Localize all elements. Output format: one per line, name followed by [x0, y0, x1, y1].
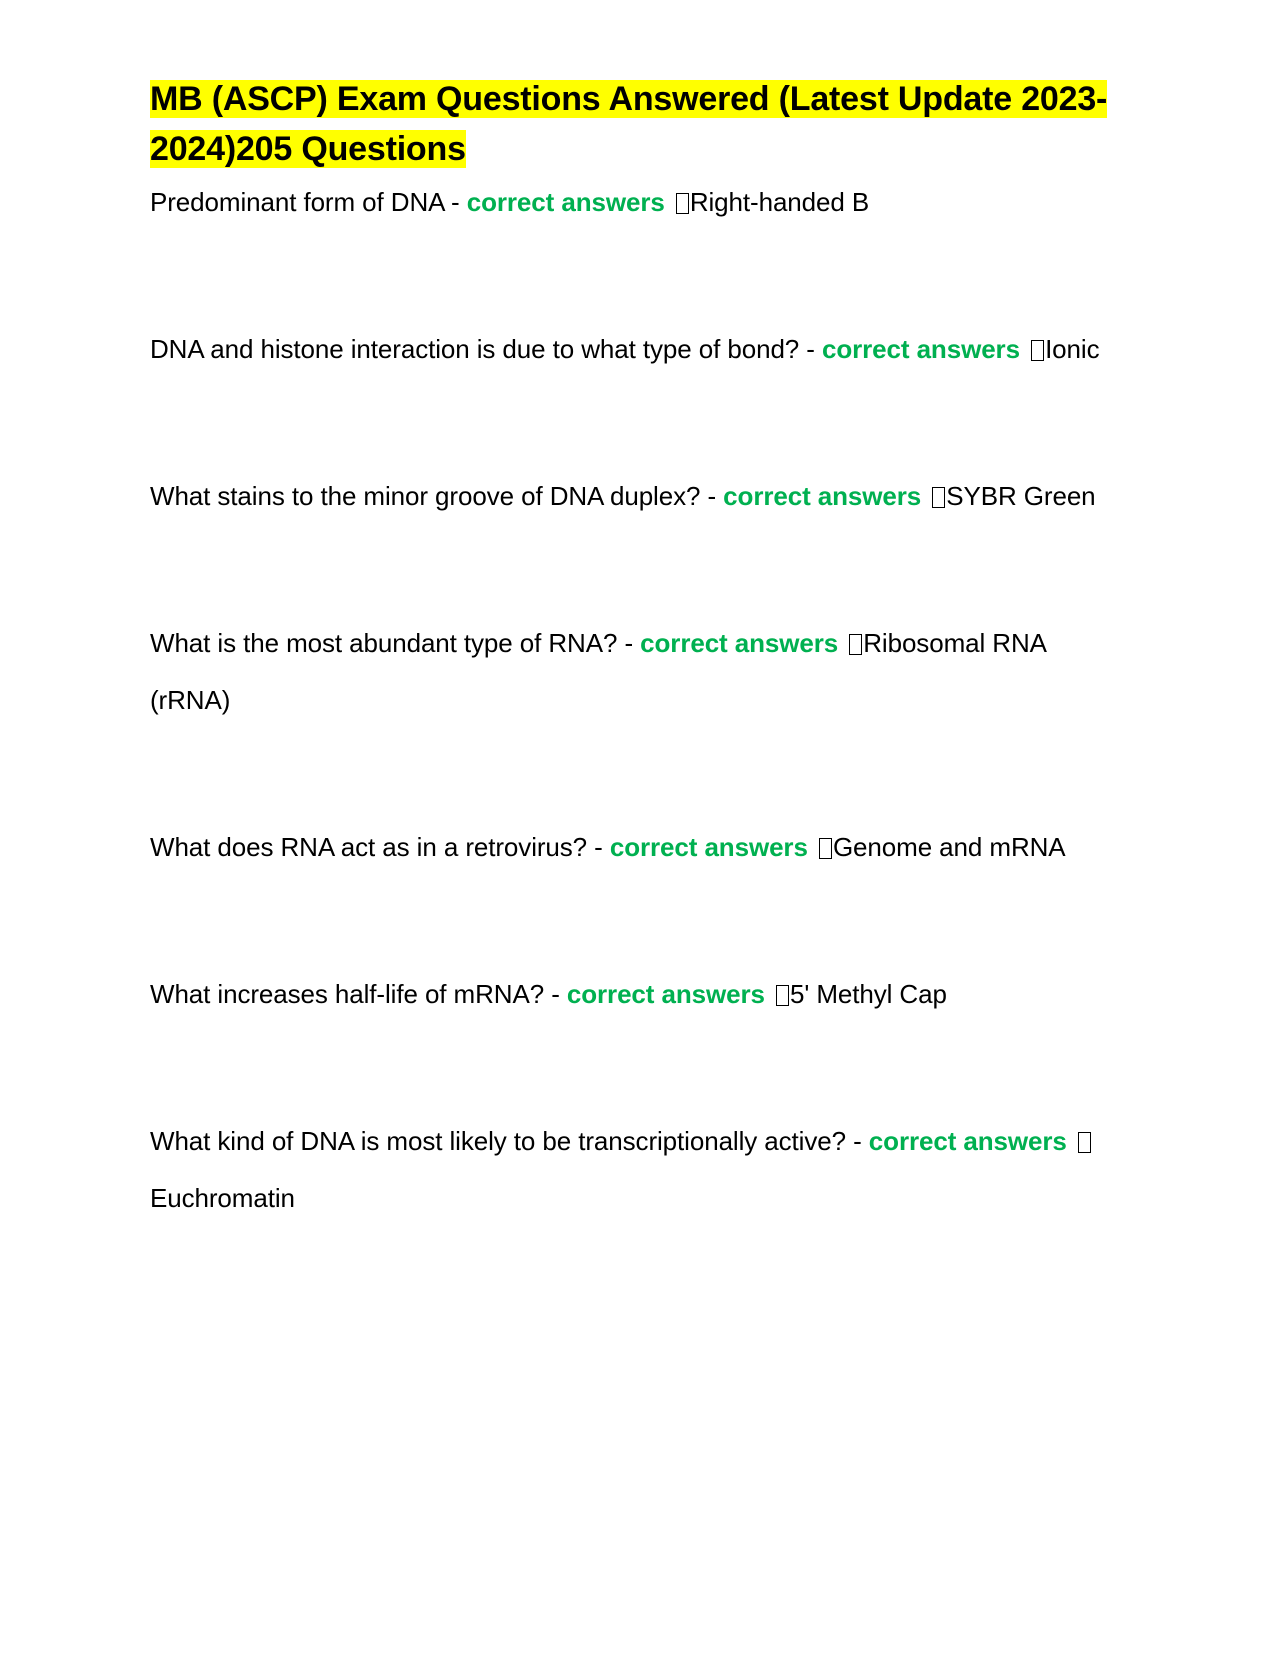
separator: - [617, 628, 641, 658]
qa-item [150, 615, 1130, 729]
question-text: What stains to the minor groove of DNA duplex? [150, 481, 701, 511]
qa-item [150, 819, 1130, 876]
question-text: Predominant form of DNA [150, 187, 444, 217]
answer-text: Ribosomal RNA (rRNA) [150, 628, 1046, 715]
question-text: What is the most abundant type of RNA? [150, 628, 618, 658]
missing-glyph-icon [849, 634, 862, 655]
answer-text: Euchromatin [150, 1183, 295, 1213]
question-text: What does RNA act as in a retrovirus? [150, 832, 588, 862]
missing-glyph-icon [932, 487, 945, 508]
qa-item [150, 1113, 1130, 1227]
missing-glyph-icon [1078, 1132, 1091, 1153]
question-text: What kind of DNA is most likely to be transcriptionally active? [150, 1126, 846, 1156]
correct-answers-label: correct answers [609, 832, 808, 862]
answer-text: Right-handed B [689, 187, 870, 217]
separator: - [544, 979, 567, 1009]
answer-text: 5' Methyl Cap [789, 979, 947, 1009]
correct-answers-label: correct answers [821, 334, 1020, 364]
question-text: DNA and histone interaction is due to what type of bond? [150, 334, 800, 364]
missing-glyph-icon [819, 838, 832, 859]
missing-glyph-icon [676, 193, 689, 214]
answer-text: Genome and mRNA [832, 832, 1066, 862]
document-title [150, 74, 1130, 174]
missing-glyph-icon [1031, 340, 1044, 361]
separator: - [443, 187, 467, 217]
document-body [150, 74, 1130, 1317]
correct-answers-label: correct answers [466, 187, 665, 217]
separator: - [700, 481, 724, 511]
qa-item [150, 321, 1130, 378]
correct-answers-label: correct answers [723, 481, 922, 511]
answer-text: Ionic [1045, 334, 1100, 364]
separator: - [587, 832, 610, 862]
separator: - [845, 1126, 869, 1156]
correct-answers-label: correct answers [566, 979, 765, 1009]
qa-item [150, 468, 1130, 525]
correct-answers-label: correct answers [868, 1126, 1067, 1156]
title-highlight: MB (ASCP) Exam Questions Answered (Latest Update 2023-2024)205 Questions [150, 80, 1108, 168]
correct-answers-label: correct answers [640, 628, 839, 658]
question-text: What increases half-life of mRNA? [150, 979, 545, 1009]
separator: - [799, 334, 822, 364]
missing-glyph-icon [776, 985, 789, 1006]
qa-item [150, 174, 1130, 231]
qa-item [150, 966, 1130, 1023]
answer-text: SYBR Green [946, 481, 1096, 511]
